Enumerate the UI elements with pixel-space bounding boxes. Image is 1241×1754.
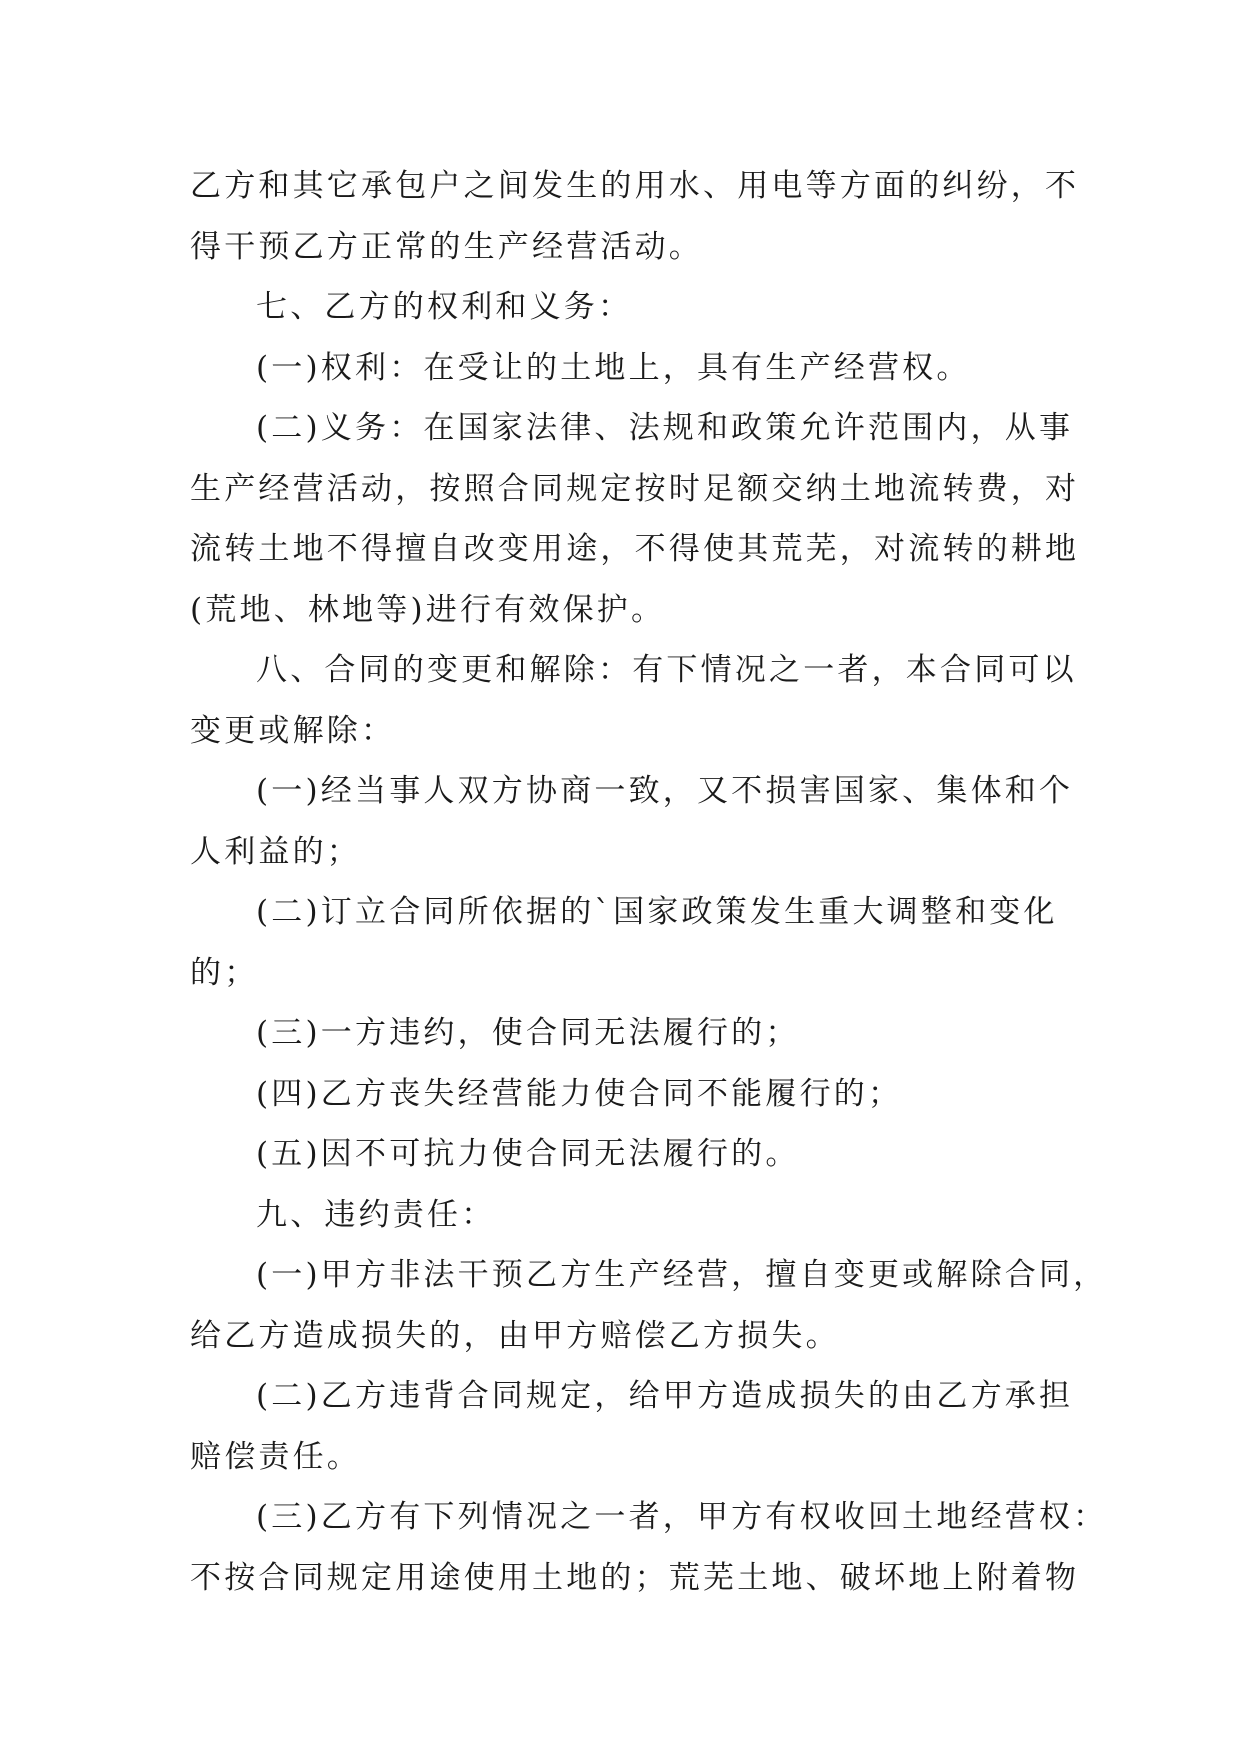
text-line: (荒地、林地等)进行有效保护。 (190, 591, 666, 628)
paragraph-obligations (190, 398, 1080, 640)
text-line: (二)义务：在国家法律、法规和政策允许范围内，从事 (256, 410, 1074, 446)
text-line: 七、乙方的权利和义务： (256, 289, 633, 325)
text-line: 的； (190, 954, 259, 991)
paragraph-rights (190, 338, 1048, 399)
text-line: (一)权利：在受让的土地上，具有生产经营权。 (256, 349, 971, 386)
text-line: 人利益的； (190, 833, 361, 870)
section-heading-7 (190, 277, 1048, 338)
text-line: 乙方和其它承包户之间发生的用水、用电等方面的纠纷，不 (190, 168, 1080, 204)
text-line: (五)因不可抗力使合同无法履行的。 (256, 1136, 800, 1172)
text-line: (一)甲方非法干预乙方生产经营，擅自变更或解除合同， (256, 1257, 1108, 1293)
text-line: 九、违约责任： (256, 1196, 496, 1233)
text-line: (一)经当事人双方协商一致，又不损害国家、集体和个 (256, 773, 1074, 809)
text-line: (二)订立合同所依据的`国家政策发生重大调整和变化 (256, 894, 1058, 930)
paragraph-8-3 (190, 1003, 1048, 1064)
text-line: 八、合同的变更和解除：有下情况之一者，本合同可以 (256, 652, 1077, 688)
text-line: 赔偿责任。 (190, 1438, 361, 1475)
section-heading-8 (190, 640, 1077, 761)
text-line: 变更或解除： (190, 712, 396, 749)
text-line: 流转土地不得擅自改变用途，不得使其荒芜，对流转的耕地 (190, 531, 1080, 567)
text-line: 生产经营活动，按照合同规定按时足额交纳土地流转费，对 (190, 470, 1080, 507)
text-line: (三)乙方有下列情况之一者，甲方有权收回土地经营权： (256, 1499, 1108, 1535)
paragraph-9-3 (190, 1487, 1108, 1608)
paragraph-9-1 (190, 1245, 1108, 1366)
text-line: 不按合同规定用途使用土地的；荒芜土地、破坏地上附着物 (190, 1559, 1080, 1596)
paragraph-8-5 (190, 1124, 1048, 1185)
paragraph-9-2 (190, 1366, 1074, 1487)
text-line: 给乙方造成损失的，由甲方赔偿乙方损失。 (190, 1317, 840, 1354)
paragraph-1 (190, 156, 1080, 277)
section-heading-9 (190, 1185, 1048, 1246)
paragraph-8-4 (190, 1064, 1048, 1125)
paragraph-8-1 (190, 761, 1074, 882)
text-line: (四)乙方丧失经营能力使合同不能履行的； (256, 1075, 903, 1112)
text-line: (三)一方违约，使合同无法履行的； (256, 1015, 800, 1051)
text-line: 得干预乙方正常的生产经营活动。 (190, 228, 703, 265)
text-line: (二)乙方违背合同规定，给甲方造成损失的由乙方承担 (256, 1378, 1074, 1414)
document-body (190, 156, 1108, 1608)
paragraph-8-2 (190, 882, 1058, 1003)
